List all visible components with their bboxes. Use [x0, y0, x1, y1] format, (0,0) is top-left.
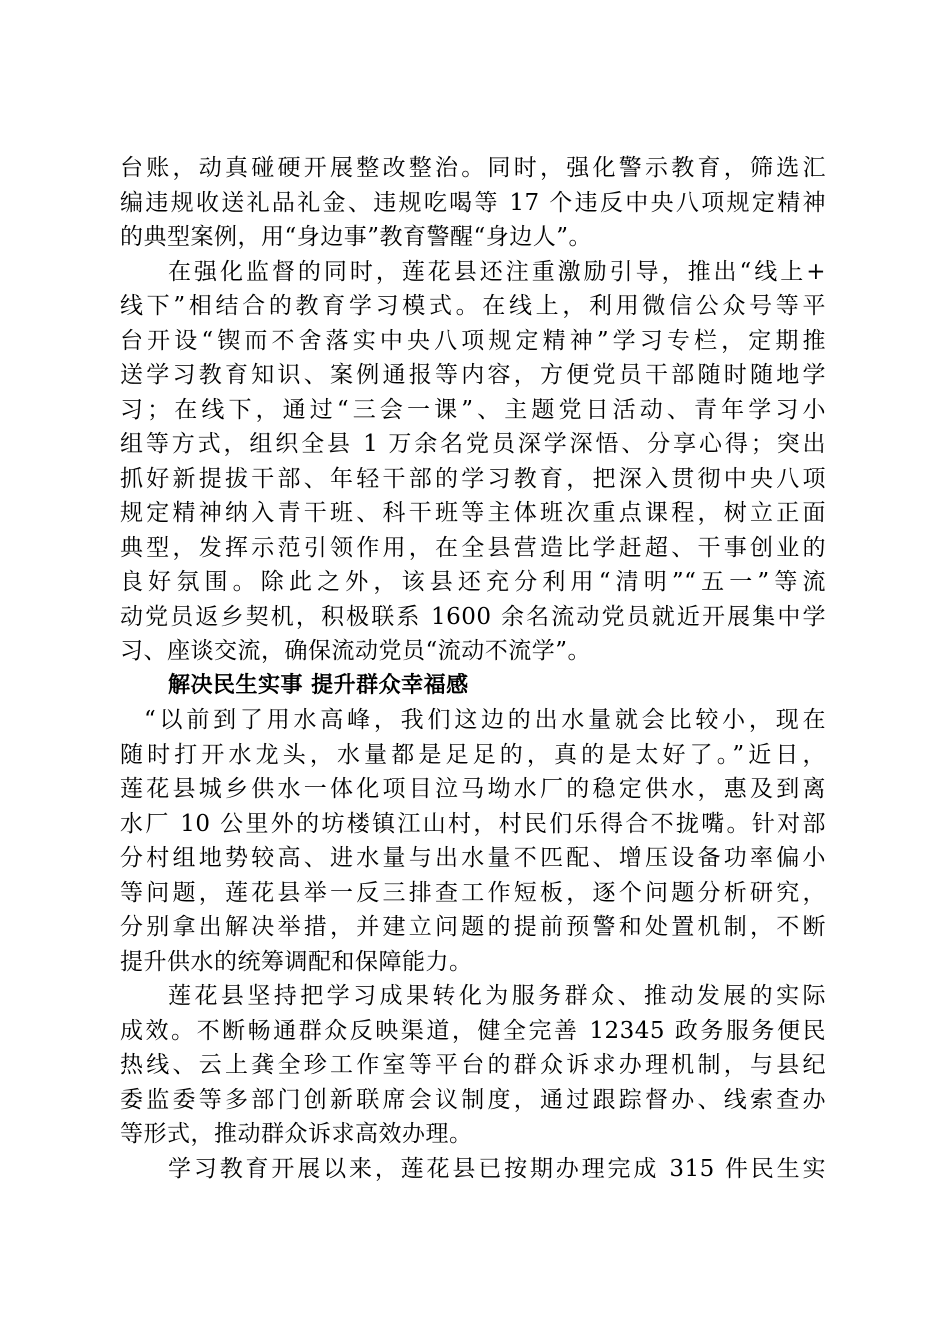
text-line: 台账，动真碰硬开展整改整治。同时，强化警示教育，筛选汇 — [120, 155, 826, 181]
text-line: 等形式，推动群众诉求高效办理。 — [120, 1121, 473, 1147]
paragraph — [120, 151, 826, 255]
paragraph — [120, 703, 826, 979]
paragraph — [120, 979, 826, 1152]
text-line: 抓好新提拔干部、年轻干部的学习教育，把深入贯彻中央八项 — [120, 465, 826, 492]
text-line: 分村组地势较高、进水量与出水量不匹配、增压设备功率偏小 — [120, 845, 826, 871]
text-line: 动党员返乡契机，积极联系 1600 余名流动党员就近开展集中学 — [120, 603, 826, 630]
paragraph — [120, 1152, 826, 1187]
text-line: “以前到了用水高峰，我们这边的出水量就会比较小，现在 — [144, 707, 826, 733]
text-line: 随时打开水龙头，水量都是足足的，真的是太好了。”近日， — [120, 741, 826, 768]
text-line: 委监委等多部门创新联席会议制度，通过跟踪督办、线索查办 — [120, 1086, 826, 1113]
text-line: 学习教育开展以来，莲花县已按期办理完成 315 件民生实 — [168, 1155, 826, 1182]
text-line: 提升供水的统筹调配和保障能力。 — [120, 948, 473, 975]
text-line: 热线、云上龚全珍工作室等平台的群众诉求办理机制，与县纪 — [120, 1052, 826, 1078]
text-line: 在强化监督的同时，莲花县还注重激励引导，推出“线上+ — [168, 258, 826, 285]
text-line: 良好氛围。除此之外，该县还充分利用“清明”“五一”等流 — [120, 569, 826, 595]
section-heading: 解决民生实事 提升群众幸福感 — [168, 672, 469, 698]
text-line: 线下”相结合的教育学习模式。在线上，利用微信公众号等平 — [120, 293, 826, 319]
text-line: 成效。不断畅通群众反映渠道，健全完善 12345 政务服务便民 — [120, 1017, 826, 1044]
text-line: 典型，发挥示范引领作用，在全县营造比学赶超、干事创业的 — [120, 534, 826, 561]
text-line: 等问题，莲花县举一反三排查工作短板，逐个问题分析研究， — [120, 879, 826, 906]
text-line: 水厂 10 公里外的坊楼镇江山村，村民们乐得合不拢嘴。针对部 — [120, 810, 826, 837]
text-line: 分别拿出解决举措，并建立问题的提前预警和处置机制，不断 — [120, 914, 826, 940]
text-line: 编违规收送礼品礼金、违规吃喝等 17 个违反中央八项规定精神 — [120, 189, 826, 216]
text-line: 组等方式，组织全县 1 万余名党员深学深悟、分享心得；突出 — [120, 431, 826, 457]
text-line: 习、座谈交流，确保流动党员“流动不流学”。 — [120, 638, 592, 664]
text-line: 习；在线下，通过“三会一课”、主题党日活动、青年学习小 — [120, 396, 826, 423]
text-line: 莲花县城乡供水一体化项目泣马坳水厂的稳定供水，惠及到离 — [120, 776, 826, 802]
text-line: 的典型案例，用“身边事”教育警醒“身边人”。 — [120, 224, 593, 250]
text-line: 规定精神纳入青干班、科干班等主体班次重点课程，树立正面 — [120, 500, 826, 526]
text-line: 莲花县坚持把学习成果转化为服务群众、推动发展的实际 — [168, 983, 826, 1009]
paragraph — [120, 255, 826, 669]
text-line: 送学习教育知识、案例通报等内容，方便党员干部随时随地学 — [120, 362, 826, 388]
document-body — [120, 151, 826, 1186]
text-line: 台开设“锲而不舍落实中央八项规定精神”学习专栏，定期推 — [120, 327, 826, 354]
